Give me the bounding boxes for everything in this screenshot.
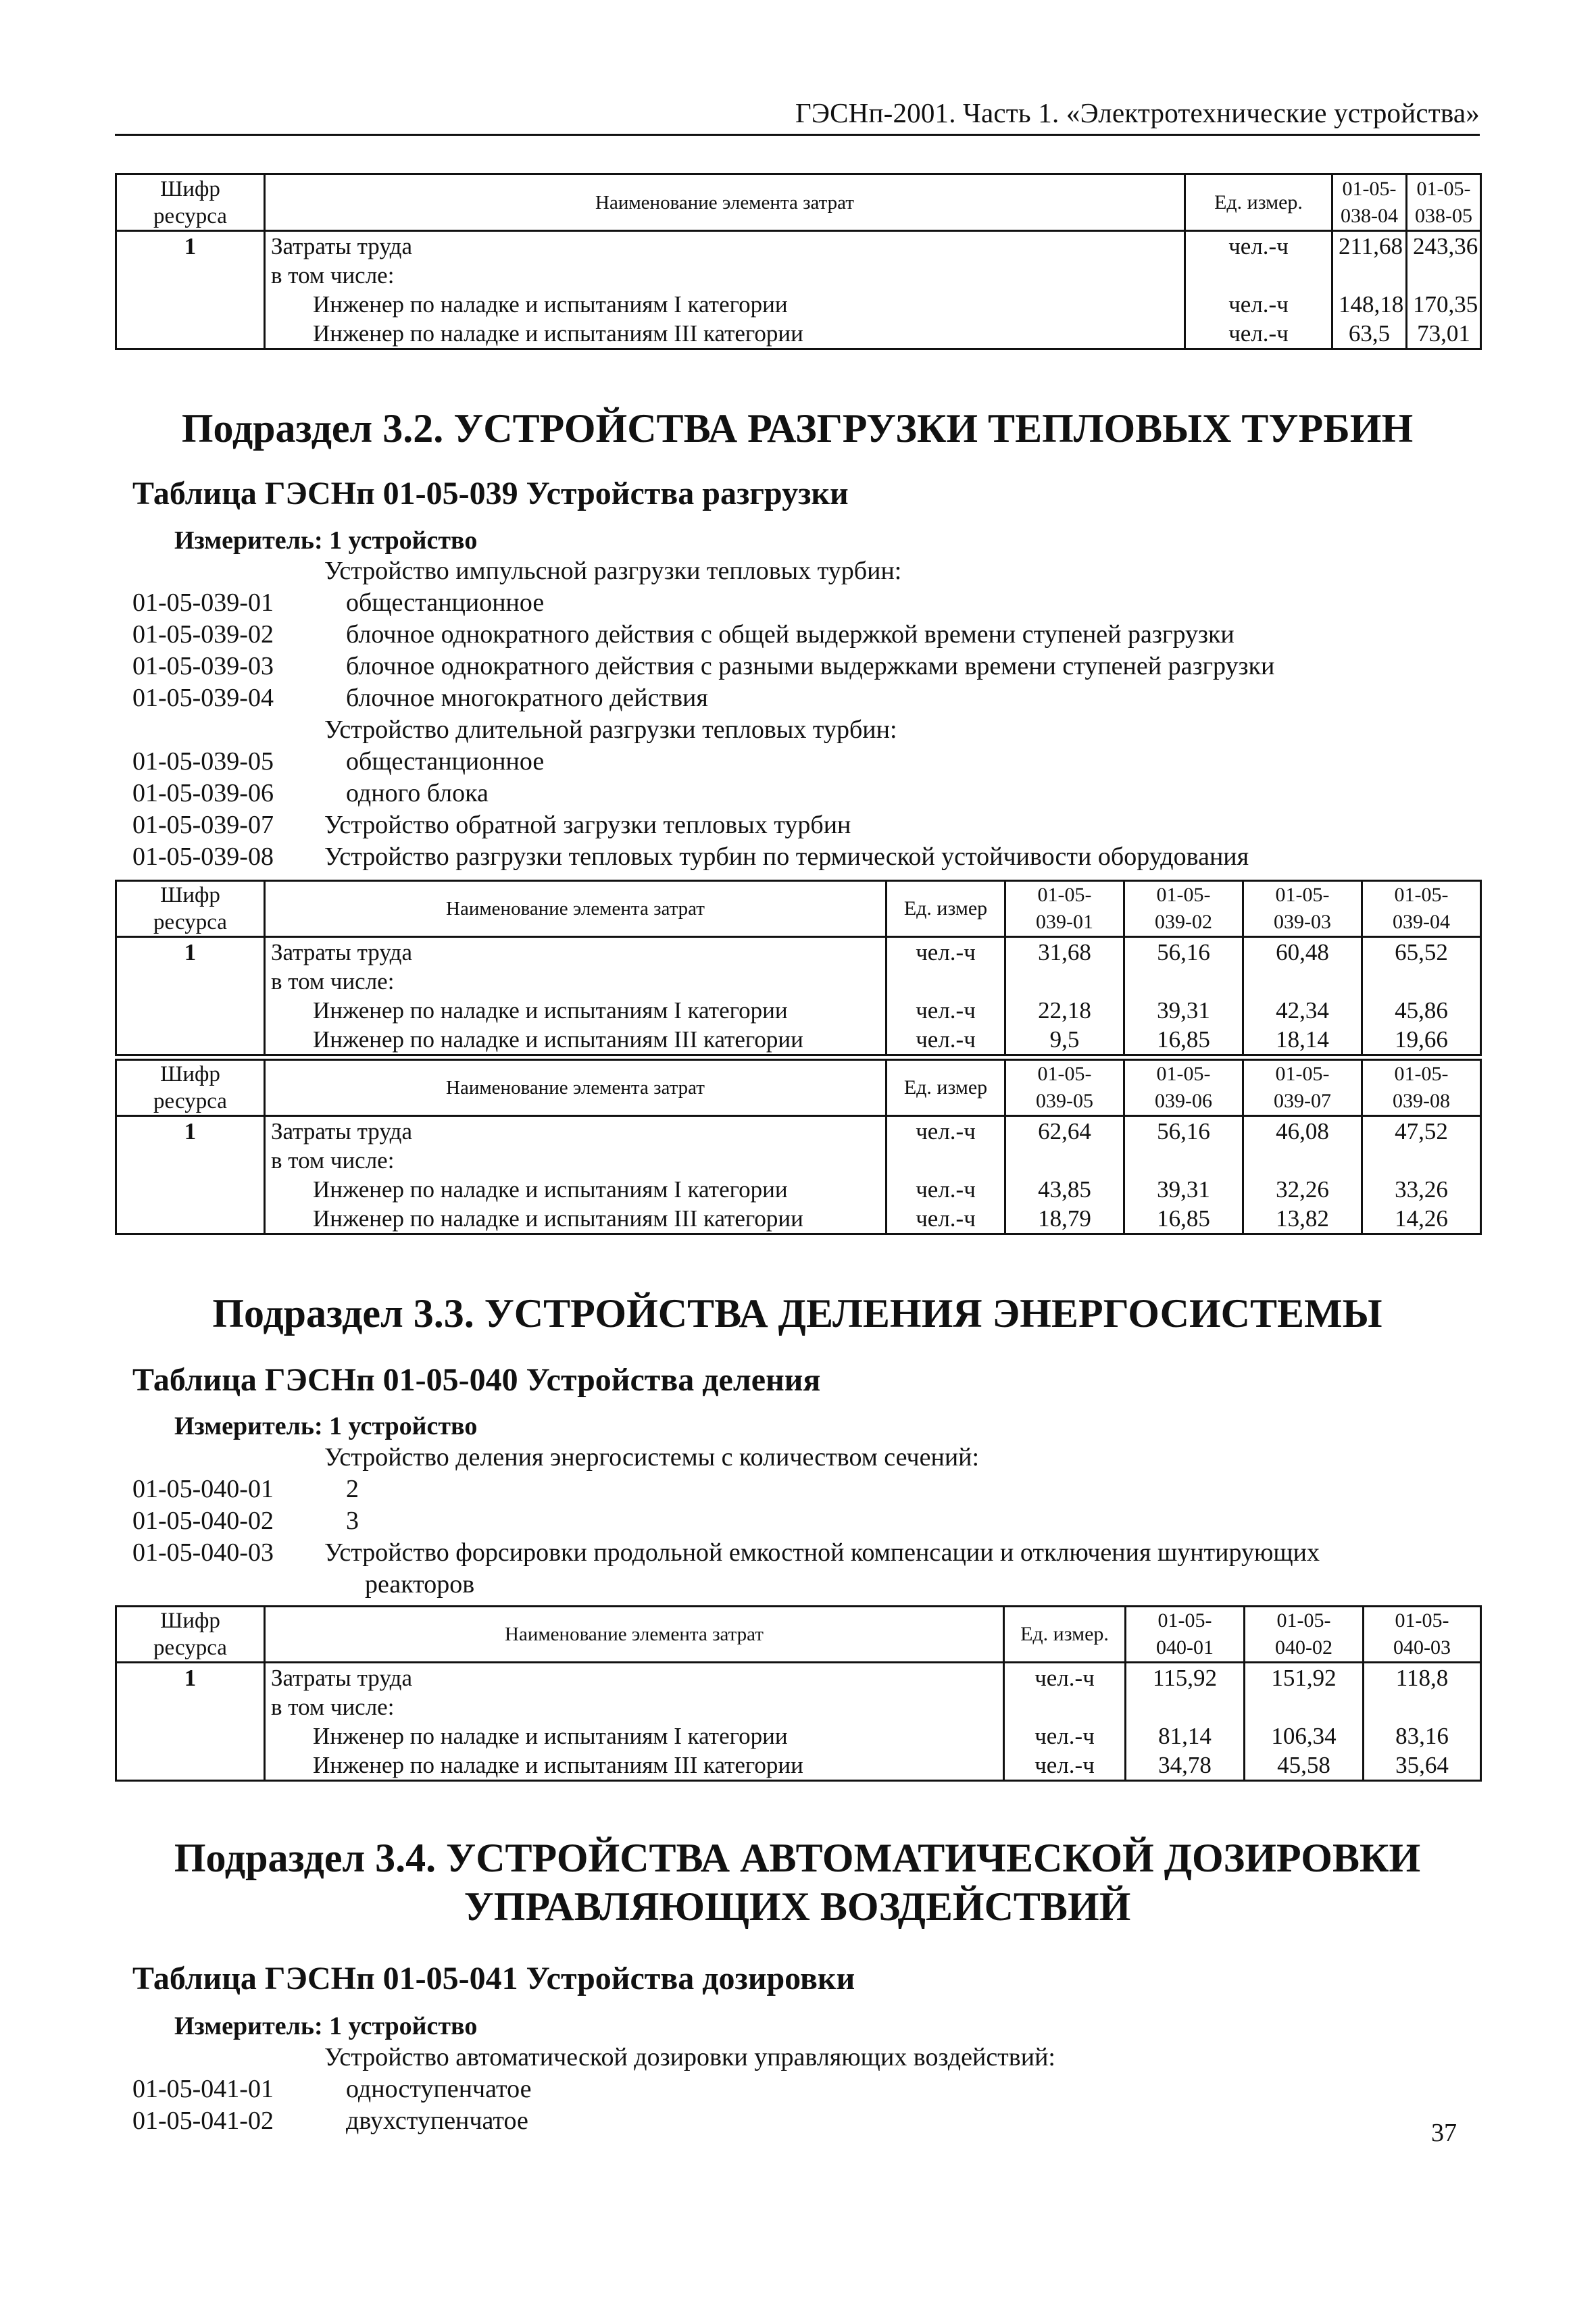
table-row: в том числе:: [116, 1692, 1481, 1721]
measure-label-041: Измеритель: 1 устройство: [174, 2012, 478, 2040]
table-title-041: Таблица ГЭСНп 01-05-041 Устройства дозировки: [132, 1961, 855, 1996]
table-title-040: Таблица ГЭСНп 01-05-040 Устройства деления: [132, 1362, 821, 1398]
cost-table-040: [115, 1605, 1482, 1782]
norm-column-header: 01-05- 038-04: [1332, 174, 1407, 231]
table-header-row: Шифр ресурса Наименование элемента затрат Ед. измер. 01-05- 040-01 01-05- 040-02 01-05- 040-03: [116, 1607, 1481, 1663]
list-item: 01-05-040-02 3: [132, 1507, 359, 1535]
list-item: 01-05-041-02 двухступенчатое: [132, 2107, 528, 2135]
table-row: Инженер по наладке и испытаниям I категории чел.-ч 148,18 170,35: [116, 290, 1481, 319]
list-item: 01-05-039-04 блочное многократного действия: [132, 684, 708, 712]
measure-label-039: Измеритель: 1 устройство: [174, 526, 478, 555]
section-title-3-3: Подраздел 3.3. УСТРОЙСТВА ДЕЛЕНИЯ ЭНЕРГОСИСТЕМЫ: [212, 1291, 1382, 1336]
unit-column-header: Ед. измер.: [1185, 174, 1332, 231]
measure-label-040: Измеритель: 1 устройство: [174, 1412, 478, 1440]
list-item: 01-05-041-01 одноступенчатое: [132, 2075, 532, 2103]
norm-column-header: 01-05- 038-05: [1407, 174, 1481, 231]
list-item: 01-05-039-07 Устройство обратной загрузки тепловых турбин: [132, 811, 851, 839]
cost-table-038: [115, 173, 1482, 350]
section-title-3-4: Подраздел 3.4. УСТРОЙСТВА АВТОМАТИЧЕСКОЙ ДОЗИРОВКИ УПРАВЛЯЮЩИХ ВОЗДЕЙСТВИЙ: [174, 1836, 1421, 1929]
table-row: Инженер по наладке и испытаниям III категории чел.-ч 18,79 16,85 13,82 14,26: [116, 1204, 1481, 1234]
list-item: реакторов: [365, 1570, 475, 1599]
table-header-row: Шифр ресурса Наименование элемента затрат Ед. измер 01-05- 039-05 01-05- 039-06 01-05- 039-07 01-05- 039-08: [116, 1060, 1481, 1116]
table-row: Инженер по наладке и испытаниям III категории чел.-ч 63,5 73,01: [116, 319, 1481, 349]
list-item: 01-05-039-05 общестанционное: [132, 747, 545, 776]
list-item: Устройство длительной разгрузки тепловых турбин:: [324, 715, 897, 744]
list-item: 01-05-039-03 блочное однократного действия с разными выдержками времени ступеней разгрузки: [132, 652, 1275, 680]
table-header-row: Шифр ресурса Наименование элемента затрат Ед. измер 01-05- 039-01 01-05- 039-02 01-05- 039-03 01-05- 039-04: [116, 881, 1481, 937]
list-item: Устройство импульсной разгрузки тепловых турбин:: [324, 557, 902, 585]
table-row: Инженер по наладке и испытаниям III категории чел.-ч 9,5 16,85 18,14 19,66: [116, 1025, 1481, 1055]
table-row: Инженер по наладке и испытаниям I категории чел.-ч 22,18 39,31 42,34 45,86: [116, 996, 1481, 1025]
cost-table-039-a: [115, 880, 1482, 1056]
list-item: 01-05-039-02 блочное однократного действия с общей выдержкой времени ступеней разгрузки: [132, 620, 1235, 649]
name-column-header: Наименование элемента затрат: [265, 174, 1185, 231]
table-row: 1 Затраты труда чел.-ч 115,92 151,92 118,8: [116, 1663, 1481, 1693]
table-row: 1 Затраты труда чел.-ч 211,68 243,36: [116, 231, 1481, 261]
list-item: 01-05-039-08 Устройство разгрузки тепловых турбин по термической устойчивости оборудования: [132, 842, 1249, 871]
running-header: ГЭСНп-2001. Часть 1. «Электротехнические устройства»: [795, 97, 1480, 128]
table-row: Инженер по наладке и испытаниям I категории чел.-ч 81,14 106,34 83,16: [116, 1721, 1481, 1751]
table-row: Инженер по наладке и испытаниям I категории чел.-ч 43,85 39,31 32,26 33,26: [116, 1175, 1481, 1204]
item-list-039: [132, 555, 1477, 873]
list-item: 01-05-040-03 Устройство форсировки продольной емкостной компенсации и отключения шунтирующих: [132, 1538, 1320, 1567]
code-column-header: Шифр ресурса: [116, 174, 265, 231]
table-row: 1 Затраты труда чел.-ч 31,68 56,16 60,48 65,52: [116, 937, 1481, 967]
list-item: 01-05-040-01 2: [132, 1475, 359, 1503]
list-item: 01-05-039-06 одного блока: [132, 779, 489, 807]
table-row: 1 Затраты труда чел.-ч 62,64 56,16 46,08 47,52: [116, 1116, 1481, 1147]
table-row: в том числе:: [116, 1146, 1481, 1175]
table-row: в том числе:: [116, 967, 1481, 996]
header-rule: [115, 134, 1480, 136]
list-item: 01-05-039-01 общестанционное: [132, 588, 545, 617]
table-row: Инженер по наладке и испытаниям III категории чел.-ч 34,78 45,58 35,64: [116, 1751, 1481, 1781]
table-title-039: Таблица ГЭСНп 01-05-039 Устройства разгрузки: [132, 476, 849, 511]
list-item: Устройство деления энергосистемы с количеством сечений:: [324, 1443, 980, 1472]
table-header-row: [116, 174, 1481, 231]
table-row: в том числе:: [116, 261, 1481, 290]
section-title-3-2: Подраздел 3.2. УСТРОЙСТВА РАЗГРУЗКИ ТЕПЛОВЫХ ТУРБИН: [181, 406, 1414, 451]
page-number: 37: [1431, 2119, 1457, 2147]
list-item: Устройство автоматической дозировки управляющих воздействий:: [324, 2043, 1055, 2071]
cost-table-039-b: [115, 1059, 1482, 1235]
item-list-041: [132, 2042, 1477, 2137]
item-list-040: [132, 1442, 1477, 1601]
